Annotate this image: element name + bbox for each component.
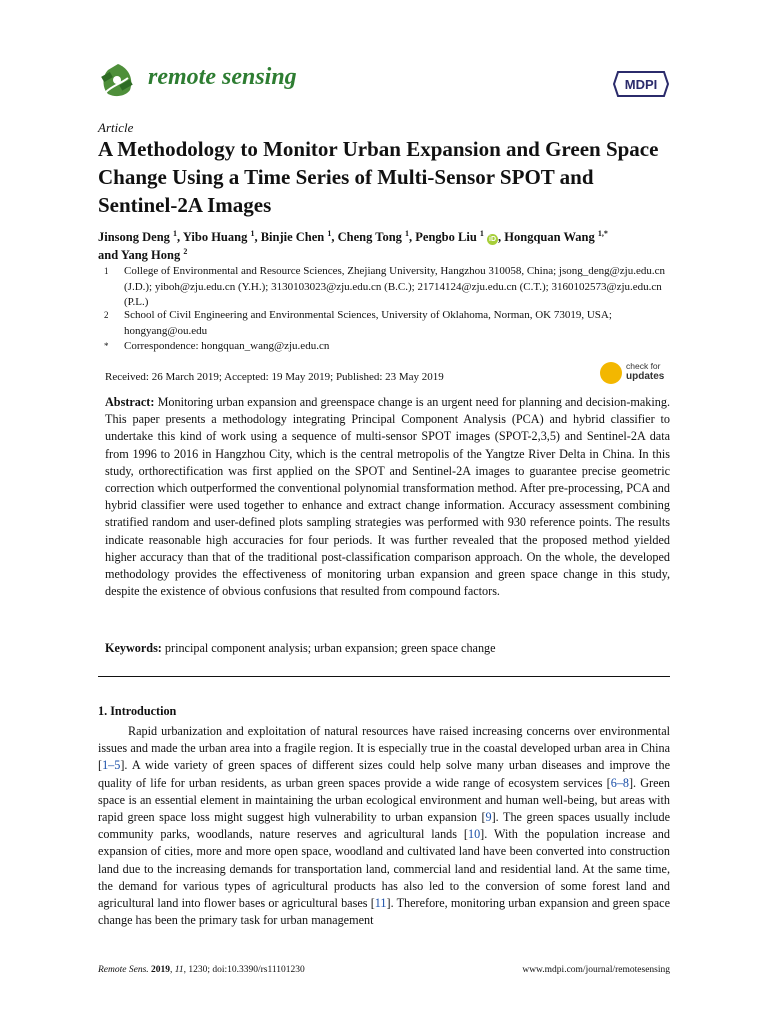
journal-name: remote sensing (148, 64, 297, 90)
article-type: Article (98, 120, 134, 135)
intro-text: ]. Green space is an essential element in maintaining the urban ecological environment and human well-being, but areas with rapid green space loss might suggest high vulnerability to urban expansion [ (98, 775, 670, 825)
footer-journal: Remote Sens. (98, 965, 149, 975)
author-connector: and (98, 248, 119, 262)
citation-link[interactable]: 1–5 (102, 758, 121, 773)
intro-text: ]. A wide variety of green spaces of different sizes could help solve many urban diseases and improve the quality of life for urban residents, as urban green spaces provide a wide range of ecosystem services [ (98, 758, 670, 790)
footer-citation: Remote Sens. 2019, 11, 1230; doi:10.3390/rs11101230 (98, 965, 305, 975)
abstract (105, 394, 670, 600)
author-affiliation-mark: 2 (183, 246, 188, 256)
affiliation-mark: * (104, 341, 109, 351)
author-affiliation-mark: 1 (327, 228, 332, 238)
author-name: Cheng Tong (337, 230, 402, 244)
author-name: Jinsong Deng (98, 230, 170, 244)
publication-dates: Received: 26 March 2019; Accepted: 19 May 2019; Published: 23 May 2019 (105, 371, 444, 383)
abstract-label: Abstract: (105, 395, 155, 409)
intro-text: ]. With the population increase and expansion of cities, more and more open space, woodland and cultivated land have been converted into construction land due to the increasing demands for transportation land, commercial land and residential land. At the same time, the demand for various types of agricultural products has also led to the conversion of some forest land and agricultural land into flower bases or agricultural bases [ (98, 827, 670, 911)
satellite-icon (98, 60, 138, 100)
intro-text: ]. Therefore, monitoring urban expansion and green space change has been the primary task for urban management (98, 896, 670, 928)
intro-text: ]. The green spaces usually include community parks, woodlands, nature reserves and agricultural lands [ (98, 810, 670, 842)
affiliation-mark: 1 (104, 266, 109, 276)
author-affiliation-mark: 1 (479, 228, 484, 238)
author-name: Yang Hong (120, 248, 181, 262)
author-name: Hongquan Wang (504, 230, 595, 244)
orcid-icon[interactable]: iD (489, 236, 497, 243)
footer-year: 2019 (151, 965, 171, 975)
citation-link[interactable]: 6–8 (610, 775, 629, 790)
check-updates-line1: check for (626, 361, 661, 371)
footer-doi[interactable]: , 1230; doi:10.3390/rs11101230 (183, 965, 305, 975)
mdpi-logo (612, 70, 670, 98)
intro-paragraph (98, 723, 670, 929)
footer-volume: 11 (174, 965, 184, 975)
affiliation-text: College of Environmental and Resource Sciences, Zhejiang University, Hangzhou 310058, China; jsong_deng@zju.edu.cn (J.D.); yiboh@zju.edu.cn (Y.H.); 3130103023@zju.edu.cn (B.C.); 21714124@zju.edu.cn (C.T.); 3160102573@zju.edu.cn (P.L.) (124, 265, 665, 308)
author-name: Pengbo Liu (415, 230, 477, 244)
citation-link[interactable]: 10 (467, 827, 481, 842)
affiliation-mark: 2 (104, 310, 109, 320)
author-name: Binjie Chen (260, 230, 325, 244)
correspondence-text: Correspondence: hongquan_wang@zju.edu.cn (124, 340, 330, 352)
affiliation-text: School of Civil Engineering and Environmental Sciences, University of Oklahoma, Norman, OK 73019, USA; hongyang@ou.edu (124, 309, 612, 337)
author-name: Yibo Huang (182, 230, 248, 244)
author-affiliation-mark: 1 (250, 228, 255, 238)
citation-link[interactable]: 9 (485, 810, 492, 825)
footer-url[interactable]: www.mdpi.com/journal/remotesensing (522, 965, 670, 975)
author-affiliation-mark: 1,* (597, 228, 608, 238)
author-affiliation-mark: 1 (405, 228, 410, 238)
article-title: A Methodology to Monitor Urban Expansion and Green Space Change Using a Time Series of Multi-Sensor SPOT and Sentinel-2A Images (98, 137, 659, 217)
intro-text: Rapid urbanization and exploitation of natural resources have raised increasing concerns over environmental issues and made the urban area into a fragile region. It is especially true in the coastal developed urban area in China [ (98, 724, 670, 773)
correspondence (104, 339, 674, 355)
affiliation-1 (104, 264, 674, 311)
check-updates-icon (600, 362, 622, 384)
keywords (105, 641, 670, 656)
author-affiliation-mark: 1 (173, 228, 178, 238)
keywords-text: principal component analysis; urban expansion; green space change (164, 641, 496, 655)
abstract-text: Monitoring urban expansion and greenspace change is an urgent need for planning and decision-making. This paper presents a methodology integrating Principal Component Analysis (PCA) and hybrid classifier to undertake this kind of work using a sequence of multi-sensor SPOT images (SPOT-2,3,5) and Sentinel-2A data from 1996 to 2016 in Hangzhou City, which is the central metropolis of the Yangtze River Delta in China. In this study, orthorectification was first applied on the SPOT and Sentinel-2A images to guarantee precise geometric correction which outperformed the conventional polynomial transformation method. After pre-processing, PCA and hybrid classifier were used together to enhance and extract change information. Accuracy assessment combining stratified random and user-defined plots sampling strategies was performed with 930 reference points. The results indicate reasonable high accuracies for four periods. It was further revealed that the proposed method yielded higher accuracy than that of the traditional post-classification comparison approach. On the whole, the developed methodology provides the effectiveness of monitoring urban expansion and green space change in this study, despite the existence of obvious confusions that resulted from compound factors. (105, 395, 670, 599)
affiliation-2 (104, 308, 674, 339)
check-updates-line2: updates (626, 371, 665, 382)
author-list: Jinsong Deng $^1$, Yibo Huang $^1$, Binjie Chen $^1$, Cheng Tong $^1$, Pengbo Liu $^1$ iD , Hongquan Wang $^{1,*}$ and Yang Hong $^2$ (98, 228, 608, 262)
mdpi-logo-text: MDPI (624, 77, 658, 92)
section-heading: 1. Introduction (98, 704, 177, 718)
citation-link[interactable]: 11 (374, 896, 387, 911)
keywords-label: Keywords: (105, 641, 162, 655)
section-divider (98, 676, 670, 677)
check-for-updates-badge[interactable] (600, 360, 675, 386)
